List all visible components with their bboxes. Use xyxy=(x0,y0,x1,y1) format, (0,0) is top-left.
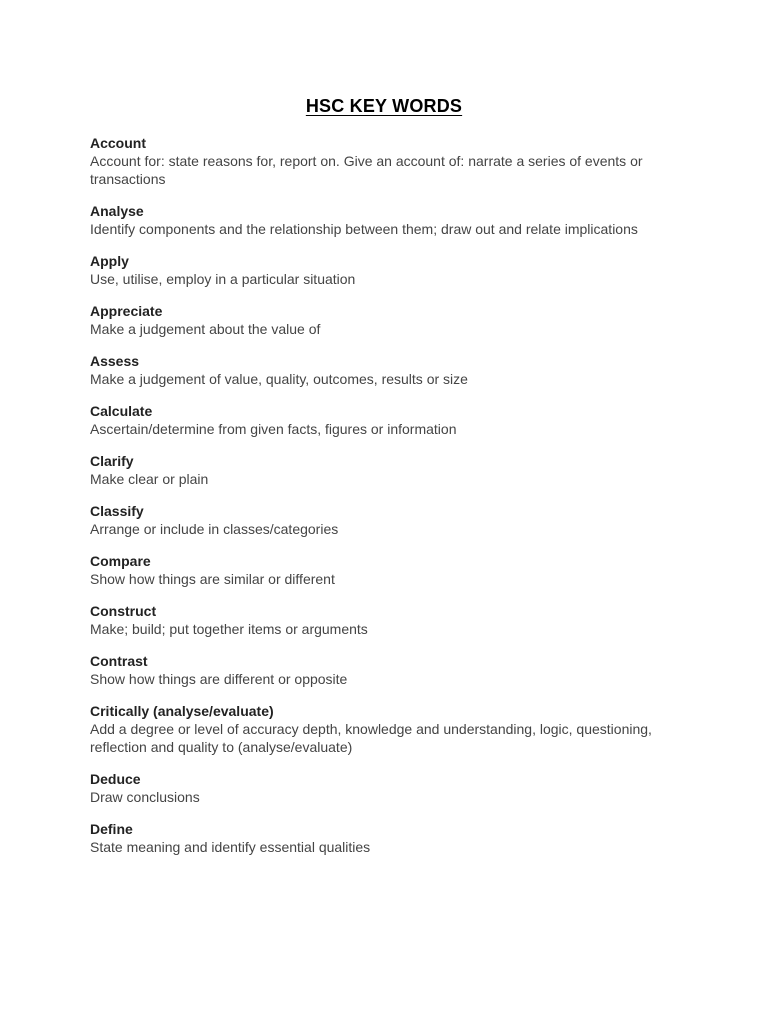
entry-analyse xyxy=(90,202,690,238)
entry-calculate xyxy=(90,402,690,438)
definition: Add a degree or level of accuracy depth, knowledge and understanding, logic, questioning, reflection and quality to (analyse/evaluate) xyxy=(90,721,652,755)
term: Clarify xyxy=(90,453,134,469)
definition: Use, utilise, employ in a particular situation xyxy=(90,271,356,287)
term: Critically (analyse/evaluate) xyxy=(90,703,274,719)
definition: Make clear or plain xyxy=(90,471,209,487)
entry-critically xyxy=(90,702,690,756)
entry-construct xyxy=(90,602,690,638)
definition: State meaning and identify essential qualities xyxy=(90,839,371,855)
term: Contrast xyxy=(90,653,148,669)
definition: Draw conclusions xyxy=(90,789,200,805)
term: Construct xyxy=(90,603,157,619)
definition: Show how things are similar or different xyxy=(90,571,335,587)
definition: Make a judgement about the value of xyxy=(90,321,321,337)
definition: Account for: state reasons for, report on. Give an account of: narrate a series of events or transactions xyxy=(90,153,643,187)
entry-classify xyxy=(90,502,690,538)
definition: Make a judgement of value, quality, outcomes, results or size xyxy=(90,371,468,387)
definition: Make; build; put together items or arguments xyxy=(90,621,368,637)
term: Account xyxy=(90,135,146,151)
definition: Ascertain/determine from given facts, figures or information xyxy=(90,421,457,437)
term: Analyse xyxy=(90,203,144,219)
term: Define xyxy=(90,821,133,837)
term: Classify xyxy=(90,503,144,519)
entry-assess xyxy=(90,352,690,388)
document-title: HSC KEY WORDS xyxy=(305,96,463,116)
entry-apply xyxy=(90,252,690,288)
term: Assess xyxy=(90,353,140,369)
term: Deduce xyxy=(90,771,141,787)
entry-clarify xyxy=(90,452,690,488)
entry-deduce xyxy=(90,770,690,806)
key-words-list xyxy=(90,134,690,870)
term: Compare xyxy=(90,553,151,569)
entry-contrast xyxy=(90,652,690,688)
definition: Arrange or include in classes/categories xyxy=(90,521,339,537)
definition: Show how things are different or opposite xyxy=(90,671,348,687)
term: Calculate xyxy=(90,403,153,419)
entry-account xyxy=(90,134,690,188)
entry-appreciate xyxy=(90,302,690,338)
term: Apply xyxy=(90,253,129,269)
entry-compare xyxy=(90,552,690,588)
definition: Identify components and the relationship between them; draw out and relate implications xyxy=(90,221,638,237)
entry-define xyxy=(90,820,690,856)
term: Appreciate xyxy=(90,303,163,319)
